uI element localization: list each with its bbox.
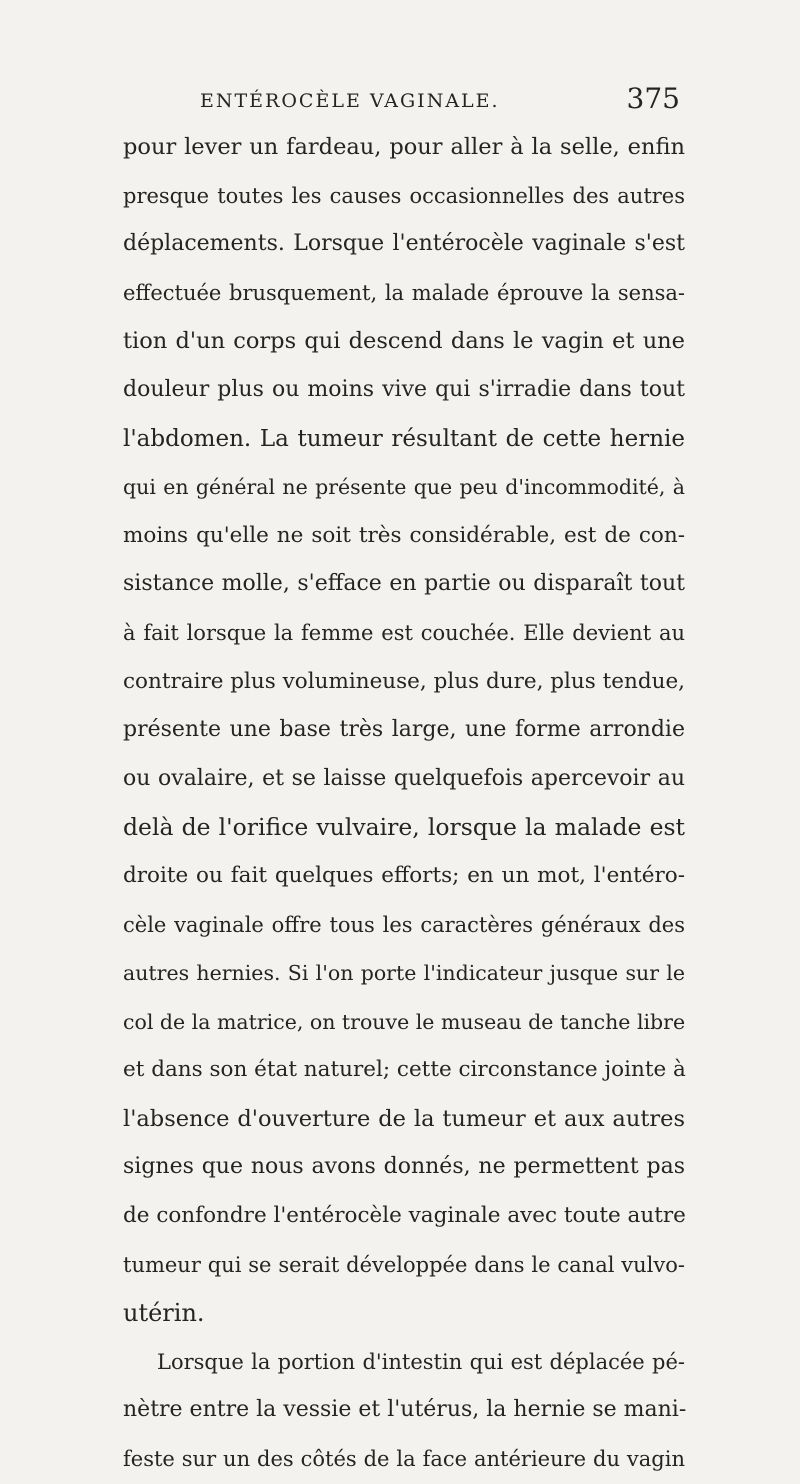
text-line: ou ovalaire, et se laisse quelquefois apercevoir au (123, 765, 685, 791)
text-line: tumeur qui se serait développée dans le canal vulvo- (123, 1252, 685, 1277)
text-line: déplacements. Lorsque l'entérocèle vaginale s'est (123, 231, 685, 257)
text-line: presque toutes les causes occasionnelles des autres (123, 183, 685, 208)
text-line: qui en général ne présente que peu d'incommodité, à (123, 475, 685, 500)
text-line: l'abdomen. La tumeur résultant de cette hernie (123, 425, 685, 452)
text-line: contraire plus volumineuse, plus dure, plus tendue, (123, 668, 685, 694)
text-line: droite ou fait quelques efforts; en un mot, l'entéro- (123, 862, 685, 888)
text-line: feste sur un des côtés de la face antérieure du vagin (123, 1447, 685, 1472)
page-header (200, 82, 680, 118)
running-title: ENTÉROCÈLE VAGINALE. (200, 90, 500, 112)
text-line: sistance molle, s'efface en partie ou disparaît tout (123, 571, 685, 597)
text-line: présente une base très large, une forme arrondie (123, 717, 685, 743)
text-line: col de la matrice, on trouve le museau de tanche libre (123, 1009, 686, 1034)
text-line: signes que nous avons donnés, ne permettent pas (123, 1154, 685, 1180)
text-line: nètre entre la vessie et l'utérus, la hernie se mani- (123, 1397, 687, 1423)
text-line: tion d'un corps qui descend dans le vagin et une (123, 328, 685, 355)
text-line: à fait lorsque la femme est couchée. Elle devient au (123, 620, 685, 645)
text-line: de confondre l'entérocèle vaginale avec toute autre (123, 1203, 686, 1229)
text-line: delà de l'orifice vulvaire, lorsque la malade est (123, 813, 685, 842)
text-line: pour lever un fardeau, pour aller à la selle, enfin (123, 134, 685, 160)
text-line: cèle vaginale offre tous les caractères généraux des (123, 912, 685, 937)
text-line: moins qu'elle ne soit très considérable, est de con- (123, 522, 685, 548)
text-line: autres hernies. Si l'on porte l'indicateur jusque sur le (123, 961, 685, 986)
text-line: Lorsque la portion d'intestin qui est déplacée pé- (157, 1349, 685, 1374)
text-line: douleur plus ou moins vive qui s'irradie dans tout (123, 376, 685, 402)
text-line: l'absence d'ouverture de la tumeur et aux autres (123, 1105, 685, 1132)
page-number: 375 (626, 82, 680, 115)
text-line: utérin. (123, 1299, 205, 1328)
text-line: et dans son état naturel; cette circonstance jointe à (123, 1057, 686, 1083)
body-text (123, 123, 685, 1484)
text-line: effectuée brusquement, la malade éprouve la sensa- (123, 280, 685, 305)
